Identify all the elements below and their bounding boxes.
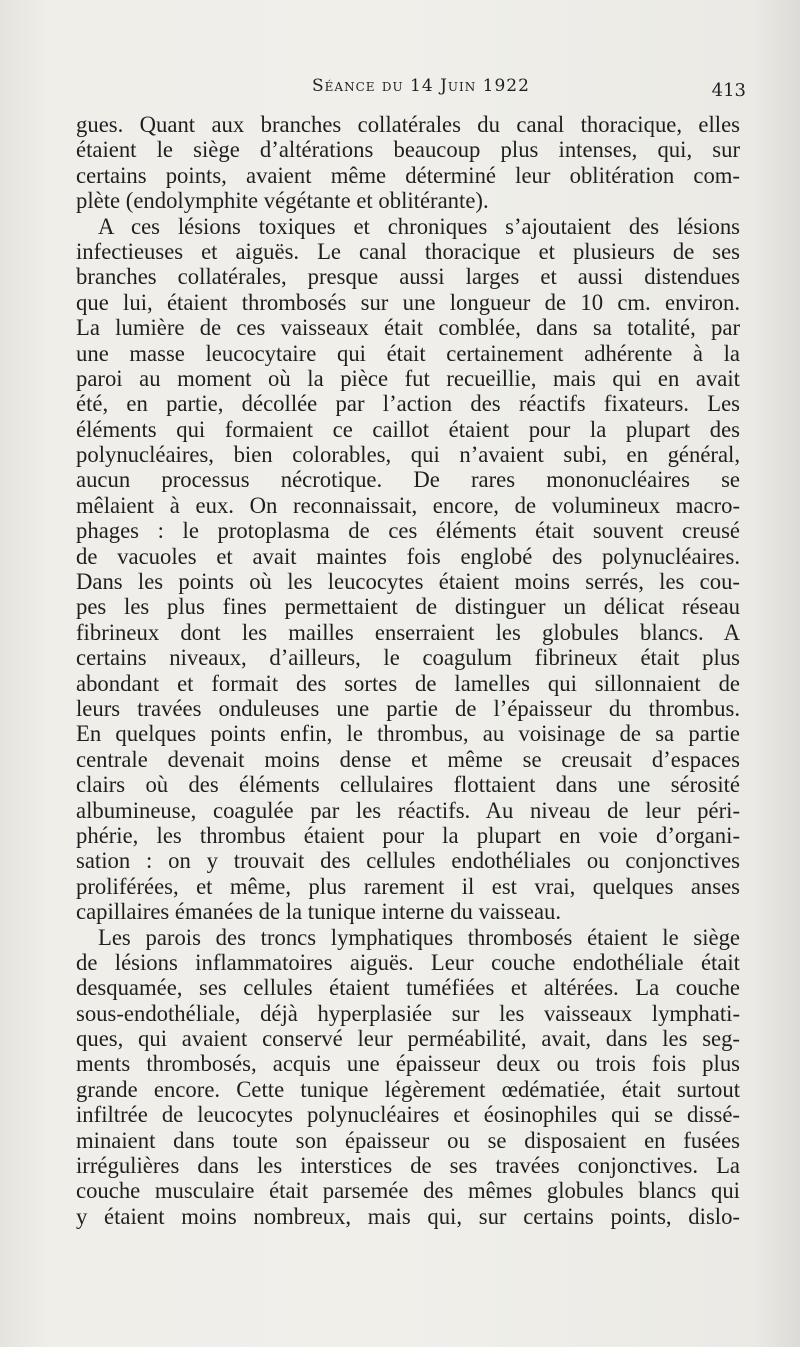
text-line: irrégulières dans les interstices de ses travées conjonctives. La [76,1153,740,1179]
text-line: albumineuse, coagulée par les réactifs. Au niveau de leur péri- [76,797,740,823]
text-line: mêlaient à eux. On reconnaissait, encore, de volumineux macro- [76,492,740,518]
body-text [76,112,740,1229]
page-number: 413 [711,80,746,101]
text-line: sation : on y trouvait des cellules endothéliales ou conjonctives [76,848,740,874]
text-line: capillaires émanées de la tunique interne du vaisseau. [76,899,562,925]
text-line: phages : le protoplasma de ces éléments était souvent creusé [76,518,740,544]
text-line: grande encore. Cette tunique légèrement œdématiée, était surtout [76,1076,740,1102]
text-line: fibrineux dont les mailles enserraient les globules blancs. A [76,619,740,645]
running-head: Séance du 14 Juin 1922 [312,76,530,96]
text-line: La lumière de ces vaisseaux était comblée, dans sa totalité, par [76,315,740,341]
text-line: En quelques points enfin, le thrombus, au voisinage de sa partie [76,721,740,747]
text-line: été, en partie, décollée par l’action des réactifs fixateurs. Les [76,391,740,417]
text-line: certains niveaux, d’ailleurs, le coagulum fibrineux était plus [76,645,740,671]
text-line: gues. Quant aux branches collatérales du canal thoracique, elles [76,112,740,137]
text-line: infiltrée de leucocytes polynucléaires et éosinophiles qui se dissé- [76,1102,740,1128]
text-line: paroi au moment où la pièce fut recueillie, mais qui en avait [76,365,740,391]
text-line: Les parois des troncs lymphatiques thrombosés étaient le siège [98,924,740,950]
text-line: infectieuses et aiguës. Le canal thoracique et plusieurs de ses [76,238,740,264]
text-line: étaient le siège d’altérations beaucoup plus intenses, qui, sur [76,137,740,163]
text-line: aucun processus nécrotique. De rares mononucléaires se [76,467,740,493]
text-line: une masse leucocytaire qui était certainement adhérente à la [76,340,740,366]
text-line: proliférées, et même, plus rarement il est vrai, quelques anses [76,873,740,899]
text-line: phérie, les thrombus étaient pour la plupart en voie d’organi- [76,822,740,848]
text-line: abondant et formait des sortes de lamelles qui sillonnaient de [76,670,740,696]
text-line: clairs où des éléments cellulaires flottaient dans une sérosité [76,772,740,798]
text-line: centrale devenait moins dense et même se creusait d’espaces [76,746,740,772]
text-line: pes les plus fines permettaient de distinguer un délicat réseau [76,594,740,620]
text-line: leurs travées onduleuses une partie de l’épaisseur du thrombus. [76,695,740,721]
text-line: A ces lésions toxiques et chroniques s’ajoutaient des lésions [98,213,740,239]
page-header [80,74,746,104]
text-line: polynucléaires, bien colorables, qui n’avaient subi, en général, [76,442,740,468]
text-line: Dans les points où les leucocytes étaient moins serrés, les cou- [76,569,740,595]
text-line: minaient dans toute son épaisseur ou se disposaient en fusées [76,1127,740,1153]
text-line: desquamée, ses cellules étaient tuméfiées et altérées. La couche [76,975,740,1001]
text-line: ments thrombosés, acquis une épaisseur deux ou trois fois plus [76,1051,740,1077]
text-line: de vacuoles et avait maintes fois englobé des polynucléaires. [76,543,740,569]
text-line: ques, qui avaient conservé leur perméabilité, avait, dans les seg- [76,1026,740,1052]
text-line: couche musculaire était parsemée des mêmes globules blancs qui [76,1178,740,1204]
text-line: plète (endolymphite végétante et oblitérante). [76,188,489,214]
text-line: y étaient moins nombreux, mais qui, sur certains points, dislo- [76,1203,740,1229]
text-line: de lésions inflammatoires aiguës. Leur couche endothéliale était [76,949,740,975]
text-line: certains points, avaient même déterminé leur oblitération com- [76,162,740,188]
text-line: éléments qui formaient ce caillot étaient pour la plupart des [76,416,740,442]
text-line: branches collatérales, presque aussi larges et aussi distendues [76,264,740,290]
text-line: que lui, étaient thrombosés sur une longueur de 10 cm. environ. [76,289,740,315]
text-line: sous-endothéliale, déjà hyperplasiée sur les vaisseaux lymphati- [76,1000,740,1026]
